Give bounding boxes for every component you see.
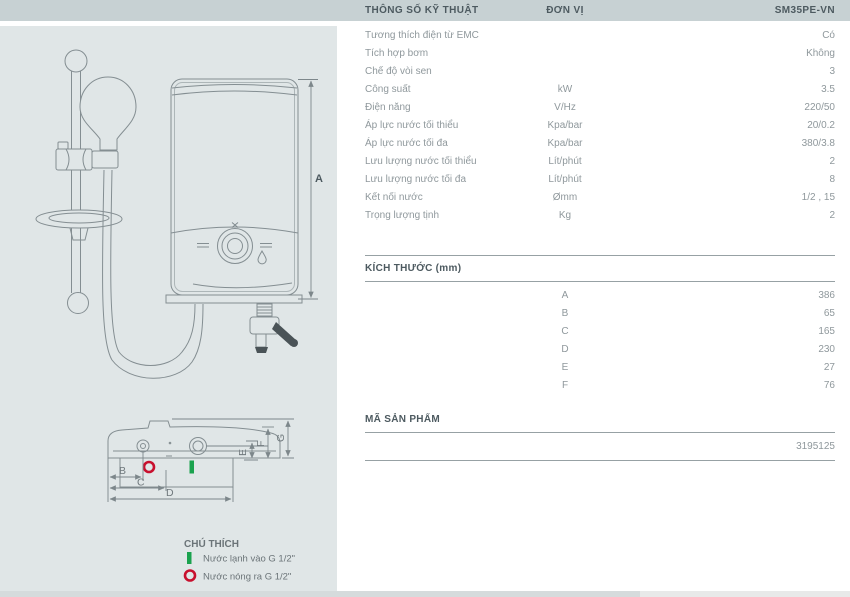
table-row: Điện năng V/Hz 220/50 bbox=[365, 102, 835, 113]
table-row: Lưu lượng nước tối thiểu Lít/phút 2 bbox=[365, 156, 835, 167]
dimensions-section bbox=[365, 255, 835, 395]
product-code-value: 3195125 bbox=[796, 441, 835, 452]
bottom-strip-left bbox=[0, 591, 640, 597]
table-row: Trọng lượng tịnh Kg 2 bbox=[365, 210, 835, 221]
cold-inlet-marker bbox=[190, 461, 195, 474]
dim-label-f: F bbox=[255, 440, 267, 447]
legend-cold-inlet-icon bbox=[187, 552, 192, 564]
table-row: Kết nối nước Ømm 1/2 , 15 bbox=[365, 192, 835, 203]
divider bbox=[365, 460, 835, 461]
table-row: Lưu lượng nước tối đa Lít/phút 8 bbox=[365, 174, 835, 185]
legend-title: CHÚ THÍCH bbox=[184, 539, 239, 550]
bottom-strip-right bbox=[640, 591, 850, 597]
legend-cold-text: Nước lạnh vào G 1/2" bbox=[203, 553, 296, 565]
table-header-unit: ĐƠN VỊ bbox=[546, 5, 584, 16]
technical-drawing-panel bbox=[0, 26, 337, 591]
dimension-row: E 27 bbox=[561, 362, 835, 373]
table-row: Công suất kW 3.5 bbox=[365, 84, 835, 95]
dimensions-section-title: KÍCH THƯỚC (mm) bbox=[365, 263, 462, 274]
dim-label-b: B bbox=[119, 465, 127, 477]
product-code-section bbox=[365, 410, 835, 461]
table-row: Tích hợp bơm Không bbox=[365, 48, 835, 59]
spec-table bbox=[365, 27, 835, 225]
dimension-row: C 165 bbox=[561, 326, 835, 337]
table-row: Áp lực nước tối thiểu Kpa/bar 20/0.2 bbox=[365, 120, 835, 131]
dim-label-a: A bbox=[315, 173, 323, 185]
dimension-row: A 386 bbox=[561, 290, 835, 301]
dimension-row: D 230 bbox=[561, 344, 835, 355]
product-code-title: MÃ SẢN PHẨM bbox=[365, 414, 440, 425]
dim-label-d: D bbox=[166, 487, 174, 499]
legend-hot-text: Nước nóng ra G 1/2" bbox=[203, 571, 292, 583]
dim-label-c: C bbox=[137, 476, 145, 489]
table-row: Tương thích điện từ EMC Có bbox=[365, 30, 835, 41]
drawing-panel-background bbox=[0, 26, 337, 591]
table-row: Chế độ vòi sen 3 bbox=[365, 66, 835, 77]
table-row: Áp lực nước tối đa Kpa/bar 380/3.8 bbox=[365, 138, 835, 149]
table-header-model: SM35PE-VN bbox=[774, 5, 835, 16]
dimension-row: B 65 bbox=[561, 308, 835, 319]
table-header-bar bbox=[0, 0, 850, 21]
table-header-name: THÔNG SỐ KỸ THUẬT bbox=[365, 5, 479, 16]
dim-label-e: E bbox=[237, 448, 249, 456]
dim-label-g: G bbox=[275, 433, 287, 442]
dimension-row: F 76 bbox=[561, 380, 835, 391]
